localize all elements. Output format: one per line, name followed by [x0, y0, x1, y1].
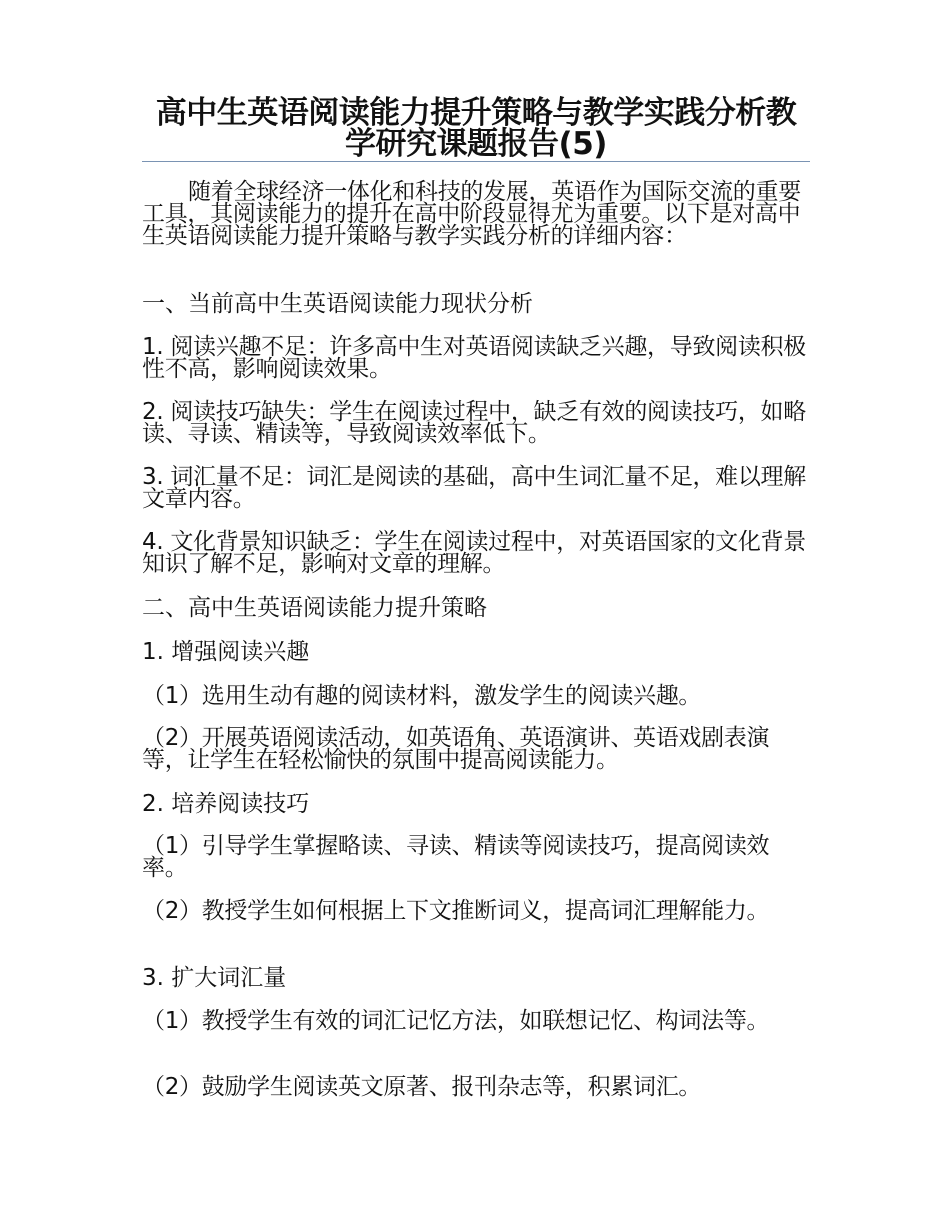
interest-point-1: （1）选用生动有趣的阅读材料，激发学生的阅读兴趣。 — [142, 683, 702, 709]
interest-point-2: （2）开展英语阅读活动，如英语角、英语演讲、英语戏剧表演等，让学生在轻松愉快的氛围中提高阅读能力。 — [142, 725, 770, 773]
section1-item-3: 3. 词汇量不足：词汇是阅读的基础，高中生词汇量不足，难以理解文章内容。 — [142, 464, 806, 512]
subheading-reading-interest: 1. 增强阅读兴趣 — [142, 639, 310, 665]
subheading-vocabulary: 3. 扩大词汇量 — [142, 965, 287, 991]
section1-item-2: 2. 阅读技巧缺失：学生在阅读过程中，缺乏有效的阅读技巧，如略读、寻读、精读等，导致阅读效率低下。 — [142, 399, 806, 447]
section1-item-4: 4. 文化背景知识缺乏：学生在阅读过程中，对英语国家的文化背景知识了解不足，影响对文章的理解。 — [142, 529, 806, 577]
skills-point-2: （2）教授学生如何根据上下文推断词义，提高词汇理解能力。 — [142, 898, 770, 924]
skills-point-1: （1）引导学生掌握略读、寻读、精读等阅读技巧，提高阅读效率。 — [142, 833, 770, 881]
section-heading-1: 一、当前高中生英语阅读能力现状分析 — [142, 291, 533, 317]
vocabulary-point-2: （2）鼓励学生阅读英文原著、报刊杂志等，积累词汇。 — [142, 1074, 702, 1100]
document-title: 高中生英语阅读能力提升策略与教学实践分析教学研究课题报告(5) — [155, 95, 797, 162]
title-divider — [142, 161, 810, 162]
subheading-reading-skills: 2. 培养阅读技巧 — [142, 791, 310, 817]
section1-item-1: 1. 阅读兴趣不足：许多高中生对英语阅读缺乏兴趣，导致阅读积极性不高，影响阅读效果。 — [142, 334, 806, 382]
intro-paragraph: 随着全球经济一体化和科技的发展，英语作为国际交流的重要工具，其阅读能力的提升在高中阶段显得尤为重要。以下是对高中生英语阅读能力提升策略与教学实践分析的详细内容： — [142, 179, 801, 249]
vocabulary-point-1: （1）教授学生有效的词汇记忆方法，如联想记忆、构词法等。 — [142, 1008, 770, 1034]
section-heading-2: 二、高中生英语阅读能力提升策略 — [142, 595, 487, 621]
